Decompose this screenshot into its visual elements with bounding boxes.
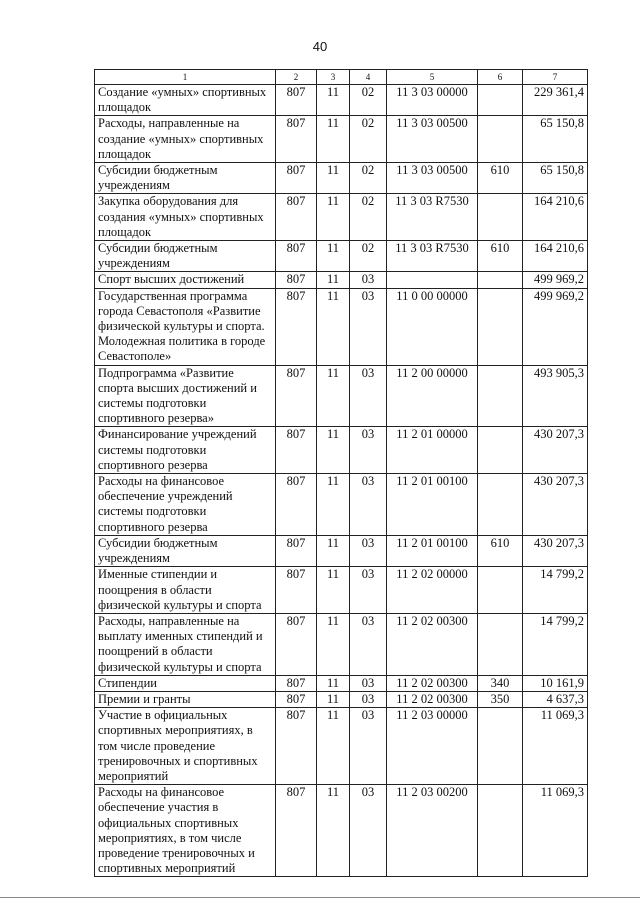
cell-grbs: 807 [276,241,317,272]
cell-grbs: 807 [276,194,317,241]
cell-expense-type [478,785,523,877]
cell-subsection: 03 [350,567,387,614]
cell-section: 11 [317,691,350,707]
cell-amount: 65 150,8 [523,163,588,194]
cell-subsection: 02 [350,85,387,116]
cell-section: 11 [317,194,350,241]
cell-name: Спорт высших достижений [95,272,276,288]
cell-grbs: 807 [276,288,317,365]
cell-expense-type: 340 [478,675,523,691]
cell-name: Участие в официальных спортивных мероприятиях, в том числе проведение тренировочных и спортивных мероприятий [95,708,276,785]
cell-expense-type [478,567,523,614]
cell-grbs: 807 [276,272,317,288]
table-row [95,241,588,272]
cell-subsection: 03 [350,785,387,877]
cell-name: Премии и гранты [95,691,276,707]
cell-subsection: 03 [350,474,387,536]
cell-amount: 229 361,4 [523,85,588,116]
cell-amount: 4 637,3 [523,691,588,707]
cell-target-article: 11 2 03 00000 [387,708,478,785]
cell-grbs: 807 [276,365,317,427]
cell-amount: 11 069,3 [523,785,588,877]
cell-amount: 430 207,3 [523,474,588,536]
cell-target-article: 11 2 03 00200 [387,785,478,877]
cell-target-article: 11 2 01 00000 [387,427,478,474]
col-header-grbs: 2 [276,70,317,85]
cell-name: Расходы, направленные на создание «умных» спортивных площадок [95,116,276,163]
cell-expense-type: 610 [478,163,523,194]
table-row [95,567,588,614]
cell-target-article: 11 3 03 00500 [387,116,478,163]
cell-name: Подпрограмма «Развитие спорта высших достижений и системы подготовки спортивного резерва» [95,365,276,427]
cell-subsection: 03 [350,535,387,566]
table-row [95,613,588,675]
cell-name: Государственная программа города Севастополя «Развитие физической культуры и спорта. Молодежная политика в городе Севастополе» [95,288,276,365]
cell-section: 11 [317,85,350,116]
cell-section: 11 [317,365,350,427]
cell-grbs: 807 [276,567,317,614]
col-header-name: 1 [95,70,276,85]
page-bottom-edge [0,897,640,898]
cell-name: Закупка оборудования для создания «умных» спортивных площадок [95,194,276,241]
cell-name: Стипендии [95,675,276,691]
cell-section: 11 [317,427,350,474]
cell-expense-type [478,708,523,785]
cell-subsection: 02 [350,194,387,241]
cell-amount: 164 210,6 [523,194,588,241]
cell-target-article: 11 3 03 R7530 [387,241,478,272]
cell-expense-type [478,474,523,536]
cell-name: Расходы на финансовое обеспечение участия в официальных спортивных мероприятиях, в том числе проведение тренировочных и спортивных мероприятий [95,785,276,877]
table-row [95,535,588,566]
cell-amount: 11 069,3 [523,708,588,785]
cell-expense-type [478,427,523,474]
cell-target-article: 11 2 01 00100 [387,474,478,536]
cell-subsection: 03 [350,365,387,427]
cell-subsection: 02 [350,163,387,194]
cell-section: 11 [317,474,350,536]
cell-amount: 499 969,2 [523,288,588,365]
cell-subsection: 03 [350,613,387,675]
cell-expense-type [478,365,523,427]
cell-expense-type [478,272,523,288]
cell-expense-type [478,613,523,675]
table-row [95,288,588,365]
cell-target-article: 11 2 02 00000 [387,567,478,614]
cell-target-article: 11 3 03 R7530 [387,194,478,241]
cell-name: Субсидии бюджетным учреждениям [95,535,276,566]
cell-grbs: 807 [276,116,317,163]
cell-grbs: 807 [276,163,317,194]
cell-grbs: 807 [276,427,317,474]
cell-amount: 10 161,9 [523,675,588,691]
page-number: 40 [312,39,328,54]
table-row [95,365,588,427]
cell-amount: 430 207,3 [523,427,588,474]
cell-name: Финансирование учреждений системы подготовки спортивного резерва [95,427,276,474]
cell-target-article: 11 2 02 00300 [387,613,478,675]
cell-target-article [387,272,478,288]
cell-subsection: 03 [350,427,387,474]
cell-subsection: 02 [350,241,387,272]
cell-target-article: 11 2 02 00300 [387,675,478,691]
cell-section: 11 [317,116,350,163]
cell-section: 11 [317,163,350,194]
cell-amount: 499 969,2 [523,272,588,288]
cell-section: 11 [317,613,350,675]
cell-grbs: 807 [276,675,317,691]
cell-name: Субсидии бюджетным учреждениям [95,241,276,272]
table-row [95,194,588,241]
cell-section: 11 [317,785,350,877]
table-row [95,163,588,194]
budget-table [94,69,588,877]
cell-grbs: 807 [276,613,317,675]
cell-subsection: 03 [350,675,387,691]
cell-name: Именные стипендии и поощрения в области физической культуры и спорта [95,567,276,614]
cell-section: 11 [317,272,350,288]
table-row [95,272,588,288]
cell-section: 11 [317,535,350,566]
cell-name: Расходы, направленные на выплату именных стипендий и поощрений в области физической культуры и спорта [95,613,276,675]
table-row [95,785,588,877]
table-row [95,691,588,707]
cell-section: 11 [317,567,350,614]
cell-target-article: 11 2 00 00000 [387,365,478,427]
cell-subsection: 03 [350,288,387,365]
cell-expense-type [478,85,523,116]
cell-section: 11 [317,241,350,272]
cell-subsection: 03 [350,691,387,707]
cell-grbs: 807 [276,535,317,566]
cell-section: 11 [317,288,350,365]
cell-name: Расходы на финансовое обеспечение учреждений системы подготовки спортивного резерва [95,474,276,536]
col-header-subsection: 4 [350,70,387,85]
cell-target-article: 11 3 03 00000 [387,85,478,116]
cell-amount: 493 905,3 [523,365,588,427]
cell-section: 11 [317,708,350,785]
cell-grbs: 807 [276,474,317,536]
cell-amount: 14 799,2 [523,613,588,675]
cell-grbs: 807 [276,785,317,877]
header-row [95,70,588,85]
cell-target-article: 11 2 01 00100 [387,535,478,566]
cell-target-article: 11 2 02 00300 [387,691,478,707]
cell-subsection: 03 [350,708,387,785]
cell-section: 11 [317,675,350,691]
cell-amount: 65 150,8 [523,116,588,163]
cell-expense-type: 350 [478,691,523,707]
cell-amount: 164 210,6 [523,241,588,272]
cell-expense-type: 610 [478,535,523,566]
table-row [95,85,588,116]
col-header-section: 3 [317,70,350,85]
col-header-target-article: 5 [387,70,478,85]
cell-target-article: 11 3 03 00500 [387,163,478,194]
cell-subsection: 02 [350,116,387,163]
table-row [95,116,588,163]
cell-grbs: 807 [276,691,317,707]
cell-grbs: 807 [276,85,317,116]
cell-name: Создание «умных» спортивных площадок [95,85,276,116]
cell-amount: 14 799,2 [523,567,588,614]
table-row [95,708,588,785]
cell-expense-type [478,116,523,163]
cell-amount: 430 207,3 [523,535,588,566]
cell-expense-type: 610 [478,241,523,272]
table-row [95,474,588,536]
col-header-expense-type: 6 [478,70,523,85]
cell-subsection: 03 [350,272,387,288]
cell-target-article: 11 0 00 00000 [387,288,478,365]
cell-expense-type [478,288,523,365]
col-header-amount: 7 [523,70,588,85]
table-row [95,427,588,474]
cell-name: Субсидии бюджетным учреждениям [95,163,276,194]
table-row [95,675,588,691]
cell-expense-type [478,194,523,241]
cell-grbs: 807 [276,708,317,785]
